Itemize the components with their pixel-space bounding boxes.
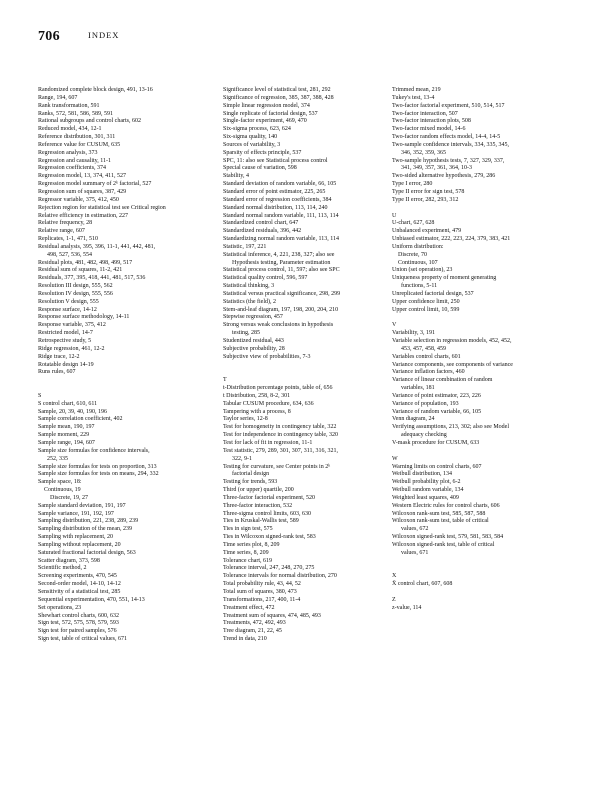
index-entry: Range, 194, 607 xyxy=(38,94,78,101)
index-entry: Rank transformation, 591 xyxy=(38,102,100,109)
index-entry: Standard normal distribution, 113, 114, 240 xyxy=(223,204,328,211)
index-entry: V-mask procedure for CUSUM, 633 xyxy=(392,439,480,446)
index-entry: Sampling without replacement, 20 xyxy=(38,541,121,548)
index-entry: Tampering with a process, 8 xyxy=(223,408,291,415)
index-entry: Two-sample confidence intervals, 334, 335, 345, xyxy=(392,141,510,148)
index-entry: X̄ control chart, 607, 608 xyxy=(392,581,453,588)
index-entry: Test for homogeneity in contingency table, 322 xyxy=(223,424,337,431)
index-entry: values, 671 xyxy=(401,549,429,556)
section-letter: T xyxy=(223,377,227,384)
index-entry: Weibull random variable, 134 xyxy=(392,487,464,494)
index-entry: Wilcoxon signed-rank test, 579, 581, 583, 584 xyxy=(392,534,504,541)
index-column-1 xyxy=(38,87,213,644)
index-entry: Sensitivity of a statistical test, 285 xyxy=(38,589,121,595)
index-entry: Relative range, 607 xyxy=(38,228,85,235)
index-entry: Rejection region for statistical test see Critical region xyxy=(38,204,166,211)
index-entry: Special cause of variation, 598 xyxy=(223,165,297,172)
index-entry: Residual plots, 481, 482, 498, 499, 517 xyxy=(38,259,133,266)
index-entry: Sample variance, 191, 192, 197 xyxy=(38,510,114,517)
index-entry: Discrete, 19, 27 xyxy=(50,494,88,501)
index-entry: Sample, 20, 39, 40, 190, 196 xyxy=(38,408,107,415)
index-entry: 341, 349, 357, 361, 364, 10-3 xyxy=(401,165,472,172)
index-entry: 453, 457, 458, 459 xyxy=(401,345,446,352)
index-entry: Ridge trace, 12-2 xyxy=(38,353,80,360)
index-entry: Weighted least squares, 409 xyxy=(392,494,459,501)
index-entry: Hypothesis testing, Parameter estimation xyxy=(232,259,331,266)
index-entry: Sign test for paired samples, 576 xyxy=(38,628,117,635)
index-entry: 252, 335 xyxy=(47,455,68,462)
index-entry: Randomized complete block design, 491, 13-16 xyxy=(38,87,153,93)
index-entry: Test statistic, 279, 289, 301, 307, 311, 316, 321, xyxy=(223,447,339,454)
index-entry: Response variable, 375, 412 xyxy=(38,322,106,329)
index-entry: Test for lack of fit in regression, 11-1 xyxy=(223,439,313,446)
index-entry: Ties in Kruskal-Wallis test, 589 xyxy=(223,518,299,525)
index-entry: 498, 527, 536, 554 xyxy=(47,251,92,258)
index-entry: Standardized control chart, 647 xyxy=(223,220,299,227)
index-entry: Resolution IV design, 555, 556 xyxy=(38,290,113,297)
index-entry: Restricted model, 14-7 xyxy=(38,330,93,337)
index-entry: Reduced model, 434, 12-1 xyxy=(38,126,102,133)
index-entry: Regression analysis, 373 xyxy=(38,149,98,156)
index-entry: Single replicate of factorial design, 537 xyxy=(223,110,318,117)
index-entry: Six-sigma process, 623, 624 xyxy=(223,126,291,133)
index-entry: Treatments, 472, 492, 493 xyxy=(223,620,286,627)
index-entry: Regression and causality, 11-1 xyxy=(38,157,112,164)
section-letter: W xyxy=(392,455,398,462)
index-entry: z-value, 114 xyxy=(392,604,422,611)
index-entry: Testing for trends, 593 xyxy=(223,479,278,486)
index-entry: S control chart, 610, 611 xyxy=(38,400,98,407)
index-entry: Variance of linear combination of random xyxy=(392,377,493,384)
index-entry: variables, 181 xyxy=(401,385,435,392)
index-entry: Three-factor interaction, 532 xyxy=(223,502,293,509)
index-entry: Rational subgroups and control charts, 602 xyxy=(38,118,141,125)
index-entry: Subjective view of probabilities, 7-3 xyxy=(223,353,311,360)
index-entry: Standard error of point estimator, 225, 265 xyxy=(223,188,326,195)
index-entry: Two-factor interaction, 507 xyxy=(392,110,458,117)
index-entry: 346, 352, 359, 365 xyxy=(401,149,446,156)
index-entry: Sign test, 572, 575, 578, 579, 593 xyxy=(38,620,119,627)
index-entry: Sample size formulas for confidence intervals, xyxy=(38,447,150,454)
index-entry: Resolution V design, 555 xyxy=(38,298,99,305)
index-entry: Sample space, 18: xyxy=(38,479,82,486)
index-entry: Stability, 4 xyxy=(223,173,249,180)
index-entry: Two-sided alternative hypothesis, 279, 286 xyxy=(392,173,496,180)
index-entry: Variable selection in regression models, 452, 452, xyxy=(392,338,512,344)
index-entry: Sampling distribution of the mean, 239 xyxy=(38,526,132,533)
index-entry: Variance inflation factors, 460 xyxy=(392,369,465,376)
index-entry: Total probability rule, 43, 44, 52 xyxy=(223,581,301,588)
index-entry: U-chart, 627, 628 xyxy=(392,220,435,227)
section-letter: Z xyxy=(392,596,396,603)
index-entry: adequacy checking xyxy=(401,432,447,439)
index-entry: Standardizing normal random variable, 113, 114 xyxy=(223,236,340,243)
index-entry: Wilcoxon rank-sum test, table of critical xyxy=(392,518,489,525)
index-entry: Studentized residual, 443 xyxy=(223,338,284,344)
index-entry: Runs rules, 607 xyxy=(38,369,76,376)
index-entry: Significance level of statistical test, 281, 292 xyxy=(223,87,331,93)
index-entry: Scatter diagram, 373, 598 xyxy=(38,557,100,564)
spacer xyxy=(392,565,567,573)
index-entry: Unbalanced experiment, 479 xyxy=(392,228,462,235)
index-entry: Statistic, 197, 221 xyxy=(223,243,267,250)
index-entry: Uniform distribution: xyxy=(392,243,444,250)
index-entry: Variables control charts, 601 xyxy=(392,353,461,360)
index-entry: Discrete, 70 xyxy=(398,251,427,258)
index-entry: Standard error of regression coefficients, 384 xyxy=(223,196,332,203)
index-entry: Unreplicated factorial design, 537 xyxy=(392,290,474,297)
index-entry: Six-sigma quality, 140 xyxy=(223,134,278,141)
index-entry: Time series plot, 8, 209 xyxy=(223,541,280,548)
section-letter: X xyxy=(392,573,397,580)
index-entry: Sample range, 194, 607 xyxy=(38,439,95,446)
index-entry: testing, 285 xyxy=(232,330,260,337)
index-entry: Trimmed mean, 219 xyxy=(392,87,441,93)
page-header xyxy=(38,27,120,45)
index-entry: Two-sample hypothesis tests, 7, 327, 329, 337, xyxy=(392,157,505,164)
index-entry: Residuals, 377, 395, 418, 441, 481, 517, 536 xyxy=(38,275,146,282)
index-entry: Sampling with replacement, 20 xyxy=(38,534,113,541)
index-entry: Test for independence in contingency table, 320 xyxy=(223,432,339,439)
index-entry: Screening experiments, 470, 545 xyxy=(38,573,117,580)
index-entry: Statistical thinking, 3 xyxy=(223,283,275,290)
index-entry: Total sum of squares, 380, 473 xyxy=(223,589,297,595)
index-entry: Response surface, 14-12 xyxy=(38,306,97,313)
index-entry: Ridge regression, 461, 12-2 xyxy=(38,345,105,352)
index-entry: Ties in sign test, 575 xyxy=(223,526,273,533)
index-entry: Sample standard deviation, 191, 197 xyxy=(38,502,126,509)
index-entry: Treatment effect, 472 xyxy=(223,604,275,611)
index-entry: Tree diagram, 21, 22, 45 xyxy=(223,628,282,635)
index-entry: Type II error, 282, 293, 312 xyxy=(392,196,459,203)
index-entry: Sample size formulas for tests on proportion, 313 xyxy=(38,463,157,470)
index-entry: Stepwise regression, 457 xyxy=(223,314,283,321)
index-entry: Two-factor interaction plots, 508 xyxy=(392,118,471,125)
index-entry: Warning limits on control charts, 607 xyxy=(392,463,482,470)
index-entry: Sequential experimentation, 470, 551, 14-13 xyxy=(38,596,145,603)
section-letter: U xyxy=(392,212,397,219)
index-entry: Simple linear regression model, 374 xyxy=(223,102,310,109)
index-entry: Tolerance intervals for normal distribution, 270 xyxy=(223,573,337,580)
index-entry: Shewhart control charts, 600, 632 xyxy=(38,612,119,619)
index-entry: Treatment sum of squares, 474, 485, 493 xyxy=(223,612,321,619)
index-entry: factorial design xyxy=(232,471,270,478)
index-entry: Western Electric rules for control charts, 606 xyxy=(392,502,500,509)
page-number: 706 xyxy=(38,29,60,44)
index-entry: Relative frequency, 28 xyxy=(38,220,93,227)
section-letter: V xyxy=(392,322,397,329)
spacer xyxy=(38,385,213,393)
index-entry: SPC, 11: also see Statistical process control xyxy=(223,157,328,164)
index-entry: Sign test, table of critical values, 671 xyxy=(38,636,127,643)
index-entry: Regressor variable, 375, 412, 450 xyxy=(38,196,119,203)
index-entry: t Distribution, 258, 8-2, 301 xyxy=(223,392,291,399)
index-entry: Type II error for sign test, 578 xyxy=(392,188,465,195)
spacer xyxy=(392,589,567,597)
index-entry: Sources of variability, 3 xyxy=(223,141,281,148)
index-entry: Variance of random variable, 66, 105 xyxy=(392,408,482,415)
index-entry: Weibull probability plot, 6-2 xyxy=(392,479,461,486)
index-entry: Relative efficiency in estimation, 227 xyxy=(38,212,129,219)
index-entry: Type I error, 280 xyxy=(392,181,433,188)
index-entry: Variance components, see components of variance xyxy=(392,361,513,368)
index-entry: Statistics (the field), 2 xyxy=(223,298,276,305)
index-entry: Regression model, 13, 374, 411, 527 xyxy=(38,173,126,180)
index-entry: Tolerance interval, 247, 248, 270, 275 xyxy=(223,565,315,572)
index-entry: Sampling distribution, 221, 238, 289, 239 xyxy=(38,518,139,525)
index-entry: Ties in Wilcoxon signed-rank test, 583 xyxy=(223,534,316,541)
index-entry: Sample moment, 229 xyxy=(38,432,90,439)
index-entry: Testing for curvature, see Center points in 2ᵏ xyxy=(223,463,331,470)
index-entry: Set operations, 23 xyxy=(38,604,82,611)
index-entry: Residual sum of squares, 11-2, 421 xyxy=(38,267,123,274)
index-entry: Two-factor mixed model, 14-6 xyxy=(392,126,466,133)
index-entry: Subjective probability, 28 xyxy=(223,345,285,352)
index-entry: Reference distribution, 301, 311 xyxy=(38,134,116,141)
index-entry: Standardized residuals, 396, 442 xyxy=(223,228,302,235)
index-entry: Regression model summary of 2ᵏ factorial, 527 xyxy=(38,181,152,188)
spacer xyxy=(223,362,393,370)
index-entry: Resolution III design, 555, 562 xyxy=(38,283,113,290)
index-entry: Saturated fractional factorial design, 563 xyxy=(38,549,136,556)
index-entry: Venn diagram, 24 xyxy=(392,416,435,423)
index-entry: Two-factor random effects model, 14-4, 14-5 xyxy=(392,134,501,141)
index-entry: Upper control limit, 10, 599 xyxy=(392,306,460,313)
index-entry: Upper confidence limit, 250 xyxy=(392,298,460,305)
index-entry: Scientific method, 2 xyxy=(38,565,87,572)
index-entry: Second-order model, 14-10, 14-12 xyxy=(38,581,121,588)
index-entry: Standard deviation of random variable, 66, 105 xyxy=(223,181,337,188)
spacer xyxy=(392,558,567,566)
index-entry: Sparsity of effects principle, 537 xyxy=(223,149,302,156)
index-entry: Transformations, 217, 400, 11-4 xyxy=(223,596,301,603)
index-entry: functions, 5-11 xyxy=(401,283,438,290)
index-entry: Statistical process control, 11, 597; also see SPC xyxy=(223,267,340,274)
index-entry: Uniqueness property of moment generating xyxy=(392,275,497,282)
index-column-3 xyxy=(392,87,567,613)
index-entry: Verifying assumptions, 213, 302; also see Model xyxy=(392,424,509,431)
index-entry: Variability, 3, 191 xyxy=(392,330,435,337)
index-entry: Retrospective study, 5 xyxy=(38,338,92,344)
index-entry: Residual analysis, 395, 396, 11-1, 441, 442, 481, xyxy=(38,243,156,250)
index-entry: Tolerance chart, 619 xyxy=(223,557,273,564)
index-entry: Wilcoxon rank-sum test, 585, 587, 588 xyxy=(392,510,486,517)
index-entry: Trend in data, 210 xyxy=(223,636,267,643)
spacer xyxy=(223,369,393,377)
index-entry: Statistical versus practical significance, 298, 299 xyxy=(223,290,341,297)
spacer xyxy=(392,205,567,213)
index-entry: Third (or upper) quartile, 200 xyxy=(223,487,294,494)
index-entry: Reference value for CUSUM, 635 xyxy=(38,141,121,148)
index-entry: Strong versus weak conclusions in hypothesis xyxy=(223,322,334,329)
index-entry: Replicates, 1-1, 471, 510 xyxy=(38,236,98,243)
index-entry: Single-factor experiment, 469, 470 xyxy=(223,118,307,125)
index-entry: Statistical quality control, 596, 597 xyxy=(223,275,308,282)
section-letter: S xyxy=(38,392,42,399)
index-entry: Taylor series, 12-8 xyxy=(223,416,268,423)
index-entry: Rotatable design 14-19 xyxy=(38,361,94,368)
spacer xyxy=(38,377,213,385)
spacer xyxy=(392,314,567,322)
index-entry: Variance of population, 193 xyxy=(392,400,459,407)
index-entry: Two-factor factorial experiment, 510, 514, 517 xyxy=(392,102,505,109)
index-entry: 322, 9-1 xyxy=(232,455,252,462)
index-entry: Weibull distribution, 134 xyxy=(392,471,453,478)
index-entry: Wilcoxon signed-rank test, table of critical xyxy=(392,541,495,548)
index-entry: Significance of regression, 385, 387, 388, 428 xyxy=(223,94,334,101)
index-entry: Unbiased estimator, 222, 223, 224, 379, 383, 421 xyxy=(392,236,511,243)
index-entry: Variance of point estimator, 223, 226 xyxy=(392,392,481,399)
index-entry: Sample size formulas for tests on means, 294, 332 xyxy=(38,471,159,478)
index-entry: Standard normal random variable, 111, 113, 114 xyxy=(223,212,339,219)
index-entry: Continuous, 107 xyxy=(398,259,438,266)
index-entry: Stem-and-leaf diagram, 197, 198, 200, 204, 210 xyxy=(223,306,339,313)
index-entry: Tukey's test, 13-4 xyxy=(392,94,435,101)
index-entry: Time series, 8, 209 xyxy=(223,549,269,556)
index-entry: Three-sigma control limits, 603, 630 xyxy=(223,510,311,517)
index-entry: Regression sum of squares, 387, 429 xyxy=(38,188,127,195)
index-entry: Three-factor factorial experiment, 520 xyxy=(223,494,315,501)
index-entry: Response surface methodology, 14-11 xyxy=(38,314,130,321)
index-entry: Ranks, 572, 581, 586, 589, 591 xyxy=(38,110,113,117)
index-column-2 xyxy=(223,87,393,644)
index-entry: values, 672 xyxy=(401,526,429,533)
index-entry: Statistical inference, 4, 221, 238, 327; also see xyxy=(223,251,335,258)
index-entry: Union (set operation), 23 xyxy=(392,267,453,274)
index-entry: Regression coefficients, 374 xyxy=(38,165,107,172)
index-entry: Sample correlation coefficient, 402 xyxy=(38,416,123,423)
index-entry: Sample mean, 190, 197 xyxy=(38,424,95,431)
index-entry: Tabular CUSUM procedure, 634, 636 xyxy=(223,400,314,407)
index-entry: Continuous, 19 xyxy=(44,487,81,494)
spacer xyxy=(392,448,567,456)
index-entry: t-Distribution percentage points, table of, 656 xyxy=(223,385,333,392)
running-head: INDEX xyxy=(88,30,120,40)
